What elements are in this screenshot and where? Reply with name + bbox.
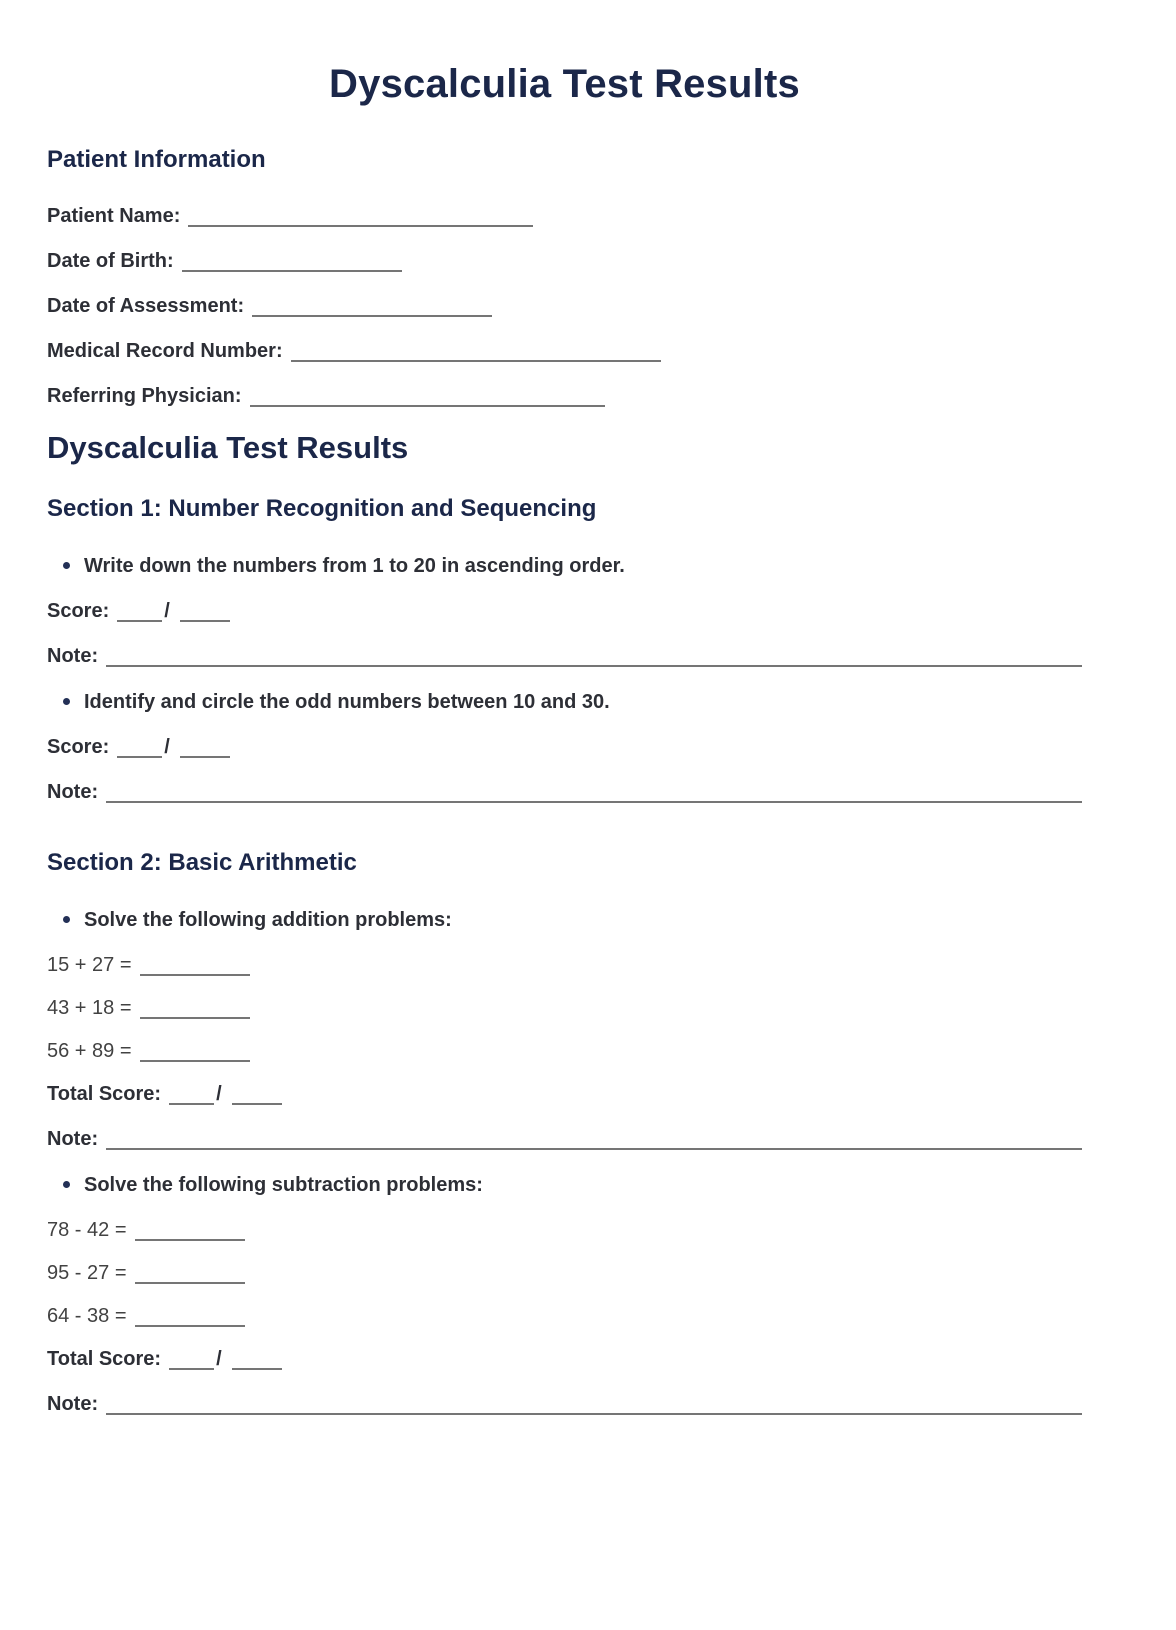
problem-row <box>47 997 1082 1019</box>
problem-text: 15 + 27 = <box>47 954 132 976</box>
score-blank-numerator[interactable] <box>117 620 162 622</box>
score-label: Score: <box>47 736 110 758</box>
score-blank-denominator[interactable] <box>180 756 230 758</box>
problem-row <box>47 1219 1082 1241</box>
answer-blank[interactable] <box>140 974 250 976</box>
medical-record-number-label: Medical Record Number: <box>47 340 283 362</box>
note-blank[interactable] <box>106 1136 1082 1150</box>
task-instruction-row <box>47 554 1082 578</box>
patient-name-label: Patient Name: <box>47 205 181 227</box>
referring-physician-blank[interactable] <box>250 405 605 407</box>
results-heading: Dyscalculia Test Results <box>47 430 409 465</box>
field-row-referring-physician <box>47 385 1082 407</box>
score-blank-denominator[interactable] <box>232 1368 282 1370</box>
note-blank[interactable] <box>106 1401 1082 1415</box>
problem-text: 64 - 38 = <box>47 1305 127 1327</box>
problem-text: 78 - 42 = <box>47 1219 127 1241</box>
score-blank-numerator[interactable] <box>117 756 162 758</box>
patient-name-blank[interactable] <box>188 225 533 227</box>
bullet-icon <box>63 698 70 705</box>
medical-record-number-blank[interactable] <box>291 360 661 362</box>
date-of-birth-blank[interactable] <box>182 270 402 272</box>
section1-heading: Section 1: Number Recognition and Sequencing <box>47 495 597 522</box>
total-score-row <box>47 1348 1082 1370</box>
score-slash: / <box>164 600 170 622</box>
answer-blank[interactable] <box>135 1282 245 1284</box>
score-slash: / <box>216 1348 222 1370</box>
note-row <box>47 1393 1082 1415</box>
problem-row <box>47 1305 1082 1327</box>
bullet-icon <box>63 916 70 923</box>
total-score-label: Total Score: <box>47 1348 162 1370</box>
field-row-date-of-birth <box>47 250 1082 272</box>
score-blank-denominator[interactable] <box>180 620 230 622</box>
answer-blank[interactable] <box>135 1325 245 1327</box>
task-instruction-row <box>47 690 1082 714</box>
task-instruction-row <box>47 908 1082 932</box>
note-row <box>47 1128 1082 1150</box>
instruction-text: Solve the following subtraction problems: <box>84 1174 483 1196</box>
problem-row <box>47 954 1082 976</box>
patient-info-heading: Patient Information <box>47 146 266 173</box>
score-label: Score: <box>47 600 110 622</box>
total-score-label: Total Score: <box>47 1083 162 1105</box>
note-label: Note: <box>47 781 99 803</box>
total-score-row <box>47 1083 1082 1105</box>
note-row <box>47 781 1082 803</box>
note-label: Note: <box>47 1128 99 1150</box>
score-row <box>47 600 1082 622</box>
bullet-icon <box>63 562 70 569</box>
answer-blank[interactable] <box>135 1239 245 1241</box>
note-blank[interactable] <box>106 789 1082 803</box>
note-label: Note: <box>47 645 99 667</box>
instruction-text: Identify and circle the odd numbers between 10 and 30. <box>84 691 610 713</box>
answer-blank[interactable] <box>140 1017 250 1019</box>
instruction-text: Write down the numbers from 1 to 20 in ascending order. <box>84 555 625 577</box>
date-of-birth-label: Date of Birth: <box>47 250 174 272</box>
score-blank-denominator[interactable] <box>232 1103 282 1105</box>
field-row-patient-name <box>47 205 1082 227</box>
field-row-date-of-assessment <box>47 295 1082 317</box>
task-instruction-row <box>47 1173 1082 1197</box>
page-title: Dyscalculia Test Results <box>329 62 800 106</box>
note-blank[interactable] <box>106 653 1082 667</box>
section2-heading: Section 2: Basic Arithmetic <box>47 849 357 876</box>
note-label: Note: <box>47 1393 99 1415</box>
problem-row <box>47 1262 1082 1284</box>
score-blank-numerator[interactable] <box>169 1103 214 1105</box>
problem-text: 43 + 18 = <box>47 997 132 1019</box>
note-row <box>47 645 1082 667</box>
field-row-medical-record-number <box>47 340 1082 362</box>
referring-physician-label: Referring Physician: <box>47 385 242 407</box>
problem-text: 95 - 27 = <box>47 1262 127 1284</box>
bullet-icon <box>63 1181 70 1188</box>
score-slash: / <box>216 1083 222 1105</box>
score-blank-numerator[interactable] <box>169 1368 214 1370</box>
problem-text: 56 + 89 = <box>47 1040 132 1062</box>
date-of-assessment-label: Date of Assessment: <box>47 295 245 317</box>
score-slash: / <box>164 736 170 758</box>
instruction-text: Solve the following addition problems: <box>84 909 452 931</box>
problem-row <box>47 1040 1082 1062</box>
date-of-assessment-blank[interactable] <box>252 315 492 317</box>
answer-blank[interactable] <box>140 1060 250 1062</box>
score-row <box>47 736 1082 758</box>
